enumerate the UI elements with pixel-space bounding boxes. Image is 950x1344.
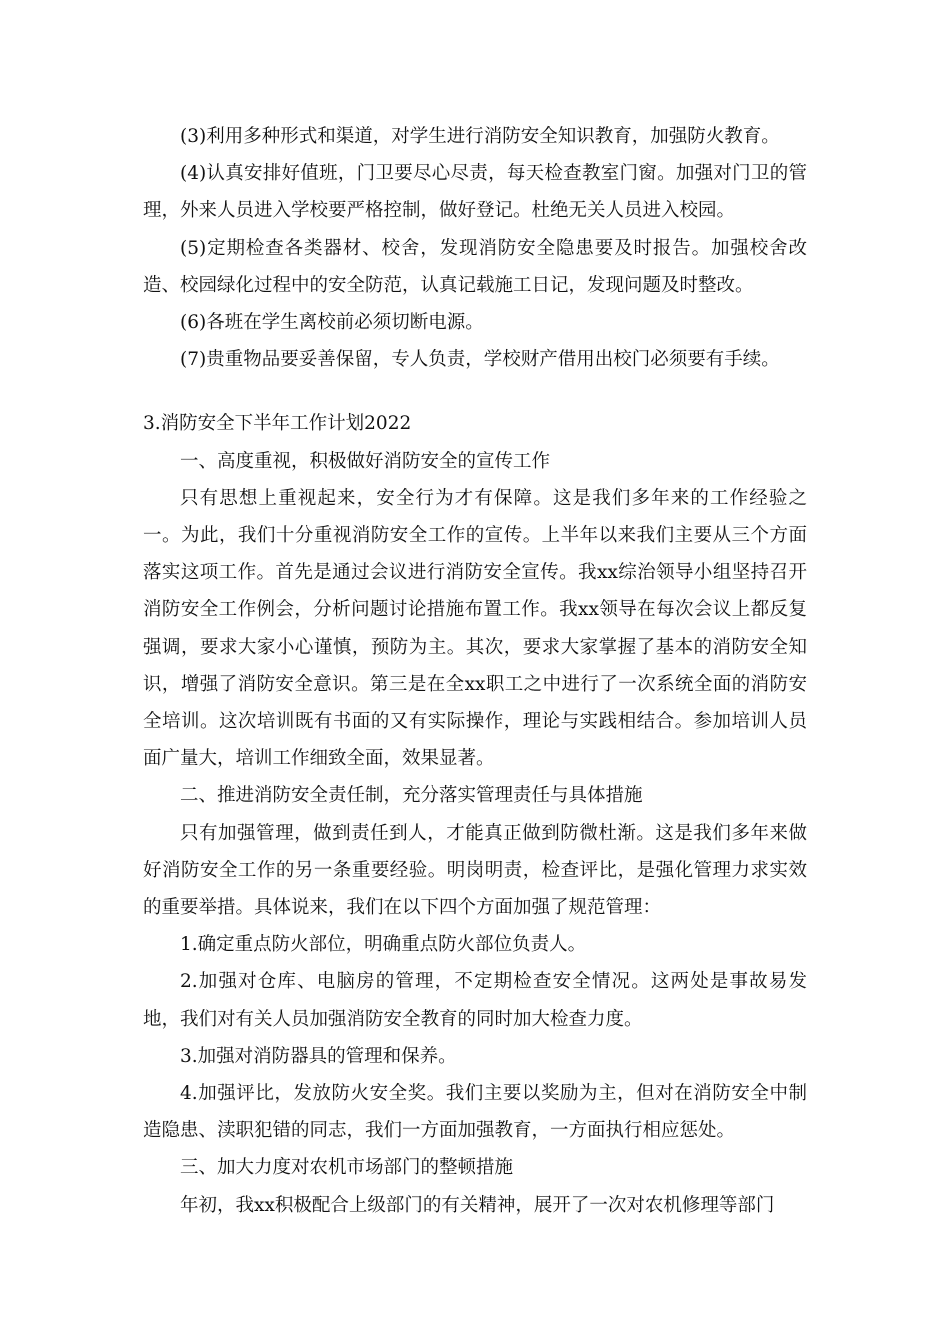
body-paragraph: 只有加强管理，做到责任到人，才能真正做到防微杜渐。这是我们多年来做好消防安全工作的另一条重要经验。明岗明责，检查评比，是强化管理力求实效的重要举措。具体说来，我们在以下四个方面加强了规范管理：	[143, 822, 807, 919]
list-item-5: (5)定期检查各类器材、校舍，发现消防安全隐患要及时报告。加强校舍改造、校园绿化过程中的安全防范，认真记载施工日记，发现问题及时整改。	[143, 237, 807, 296]
numbered-item-4: 4.加强评比，发放防火安全奖。我们主要以奖励为主，但对在消防安全中制造隐患、渎职犯错的同志，我们一方面加强教育，一方面执行相应惩处。	[143, 1083, 807, 1142]
list-item-4: (4)认真安排好值班，门卫要尽心尽责，每天检查教室门窗。加强对门卫的管理，外来人员进入学校要严格控制，做好登记。杜绝无关人员进入校园。	[143, 163, 807, 222]
document-page	[143, 118, 807, 1224]
numbered-item-2: 2.加强对仓库、电脑房的管理，不定期检查安全情况。这两处是事故易发地，我们对有关人员加强消防安全教育的同时加大检查力度。	[143, 971, 807, 1030]
list-item-6: (6)各班在学生离校前必须切断电源。	[180, 312, 484, 334]
body-paragraph: 只有思想上重视起来，安全行为才有保障。这是我们多年来的工作经验之一。为此，我们十分重视消防安全工作的宣传。上半年以来我们主要从三个方面落实这项工作。首先是通过会议进行消防安全宣传。我xx综治领导小组坚持召开消防安全工作例会，分析问题讨论措施布置工作。我xx领导在每次会议上都反复强调，要求大家小心谨慎，预防为主。其次，要求大家掌握了基本的消防安全知识，增强了消防安全意识。第三是在全xx职工之中进行了一次系统全面的消防安全培训。这次培训既有书面的又有实际操作，理论与实践相结合。参加培训人员面广量大，培训工作细致全面，效果显著。	[143, 487, 807, 770]
numbered-item-1: 1.确定重点防火部位，明确重点防火部位负责人。	[180, 934, 587, 956]
numbered-item-3: 3.加强对消防器具的管理和保养。	[180, 1045, 457, 1067]
list-item-3: (3)利用多种形式和渠道，对学生进行消防安全知识教育，加强防火教育。	[180, 126, 780, 147]
list-item-7: (7)贵重物品要妥善保留，专人负责，学校财产借用出校门必须要有手续。	[180, 349, 780, 371]
body-paragraph: 年初，我xx积极配合上级部门的有关精神，展开了一次对农机修理等部门	[180, 1194, 775, 1216]
subheading-1: 一、高度重视，积极做好消防安全的宣传工作	[180, 450, 551, 472]
section-title: 3.消防安全下半年工作计划2022	[143, 413, 412, 435]
subheading-2: 二、推进消防安全责任制，充分落实管理责任与具体措施	[180, 785, 643, 807]
subheading-3: 三、加大力度对农机市场部门的整顿措施	[180, 1157, 514, 1179]
